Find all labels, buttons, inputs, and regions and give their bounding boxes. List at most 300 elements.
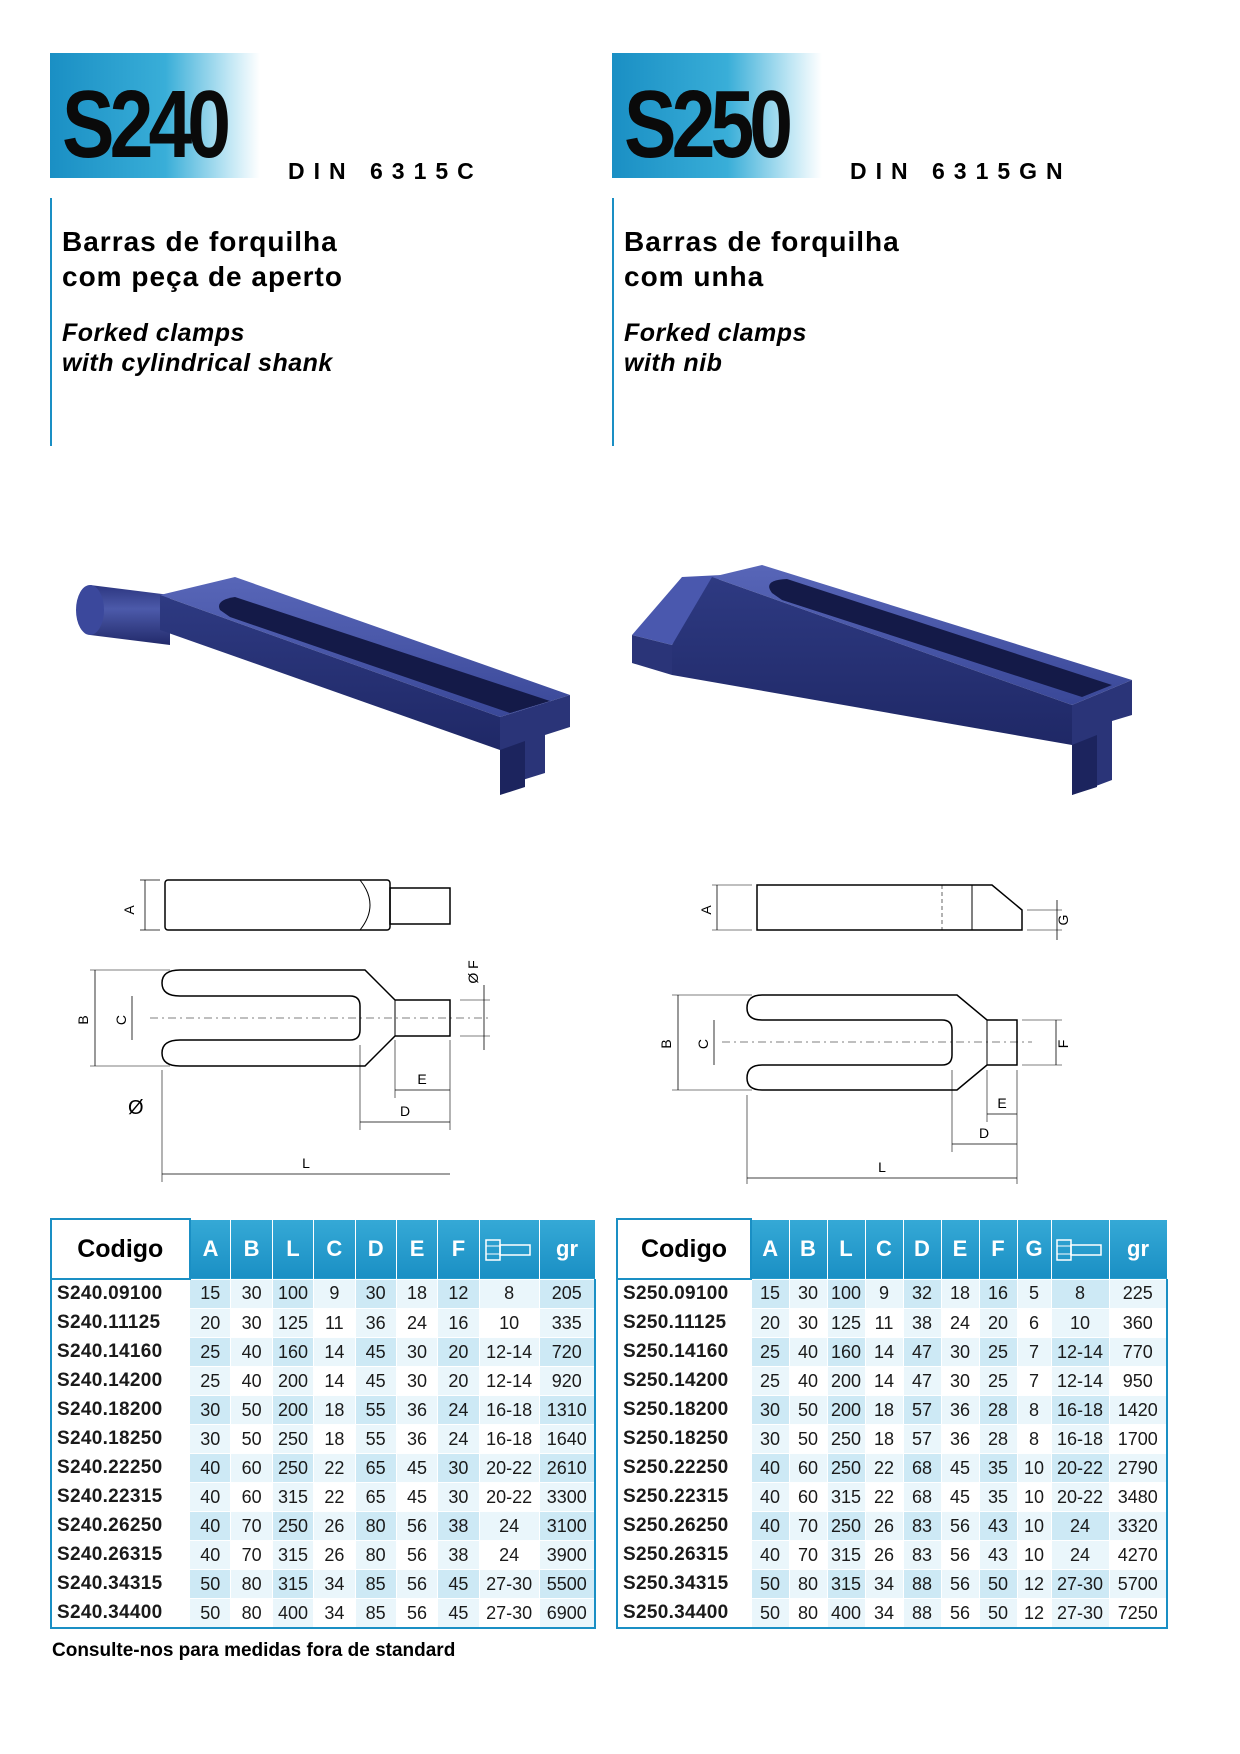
- s250-dim-c: C: [695, 1038, 711, 1050]
- cell-g: 10: [1017, 1512, 1051, 1541]
- s250-title-pt-line1: Barras de forquilha: [624, 226, 900, 257]
- cell-f: 45: [438, 1570, 479, 1599]
- cell-bolt-icon: 20-22: [479, 1454, 539, 1483]
- cell-code: S240.18250: [51, 1425, 190, 1454]
- cell-a: 40: [751, 1454, 789, 1483]
- cell-code: S240.18200: [51, 1396, 190, 1425]
- cell-g: 12: [1017, 1599, 1051, 1629]
- s240-title-pt: [62, 224, 343, 294]
- s240-dim-a: A: [121, 905, 137, 915]
- cell-e: 36: [941, 1396, 979, 1425]
- cell-l: 160: [827, 1338, 865, 1367]
- cell-c: 34: [314, 1599, 355, 1629]
- cell-d: 80: [355, 1512, 396, 1541]
- cell-a: 25: [751, 1338, 789, 1367]
- s240-diameter-symbol: Ø: [128, 1097, 144, 1119]
- table-row: [51, 1367, 595, 1396]
- cell-bolt-icon: 27-30: [479, 1599, 539, 1629]
- cell-bolt-icon: 12-14: [1051, 1338, 1109, 1367]
- cell-a: 15: [751, 1279, 789, 1309]
- cell-d: 88: [903, 1570, 941, 1599]
- cell-code: S250.18250: [617, 1425, 751, 1454]
- cell-f: 38: [438, 1541, 479, 1570]
- table-header-row: [617, 1219, 1167, 1279]
- cell-d: 65: [355, 1483, 396, 1512]
- cell-b: 30: [231, 1309, 272, 1338]
- cell-e: 56: [396, 1541, 437, 1570]
- table-row: [617, 1570, 1167, 1599]
- cell-e: 30: [941, 1338, 979, 1367]
- cell-gr: 1700: [1109, 1425, 1167, 1454]
- cell-c: 22: [865, 1483, 903, 1512]
- cell-d: 45: [355, 1367, 396, 1396]
- s250-title-en-line1: Forked clamps: [624, 319, 807, 347]
- cell-e: 56: [396, 1599, 437, 1629]
- cell-c: 22: [314, 1454, 355, 1483]
- cell-e: 56: [941, 1512, 979, 1541]
- cell-code: S250.14160: [617, 1338, 751, 1367]
- cell-bolt-icon: 24: [479, 1541, 539, 1570]
- cell-d: 88: [903, 1599, 941, 1629]
- cell-c: 9: [865, 1279, 903, 1309]
- cell-bolt-icon: 16-18: [479, 1425, 539, 1454]
- cell-l: 250: [827, 1454, 865, 1483]
- header-bolt-icon: [1051, 1219, 1109, 1279]
- cell-l: 200: [827, 1367, 865, 1396]
- cell-gr: 225: [1109, 1279, 1167, 1309]
- cell-gr: 4270: [1109, 1541, 1167, 1570]
- cell-a: 20: [190, 1309, 231, 1338]
- cell-f: 20: [438, 1367, 479, 1396]
- cell-a: 40: [190, 1483, 231, 1512]
- header-gr: gr: [1109, 1219, 1167, 1279]
- cell-d: 80: [355, 1541, 396, 1570]
- cell-a: 25: [190, 1338, 231, 1367]
- cell-code: S250.26250: [617, 1512, 751, 1541]
- header-gr: gr: [539, 1219, 595, 1279]
- cell-gr: 1640: [539, 1425, 595, 1454]
- cell-gr: 205: [539, 1279, 595, 1309]
- cell-c: 9: [314, 1279, 355, 1309]
- cell-g: 10: [1017, 1454, 1051, 1483]
- cell-c: 14: [314, 1338, 355, 1367]
- table-row: [617, 1541, 1167, 1570]
- cell-e: 18: [396, 1279, 437, 1309]
- cell-code: S250.22250: [617, 1454, 751, 1483]
- cell-code: S250.22315: [617, 1483, 751, 1512]
- cell-l: 315: [272, 1483, 313, 1512]
- s240-dim-f: Ø F: [465, 960, 481, 984]
- cell-d: 47: [903, 1338, 941, 1367]
- cell-b: 80: [789, 1599, 827, 1629]
- cell-e: 56: [396, 1570, 437, 1599]
- cell-gr: 2610: [539, 1454, 595, 1483]
- cell-b: 80: [789, 1570, 827, 1599]
- cell-l: 250: [827, 1512, 865, 1541]
- cell-bolt-icon: 24: [479, 1512, 539, 1541]
- cell-a: 25: [751, 1367, 789, 1396]
- cell-e: 45: [941, 1454, 979, 1483]
- cell-bolt-icon: 27-30: [1051, 1599, 1109, 1629]
- cell-b: 50: [231, 1425, 272, 1454]
- cell-gr: 1420: [1109, 1396, 1167, 1425]
- cell-code: S250.34400: [617, 1599, 751, 1629]
- cell-gr: 360: [1109, 1309, 1167, 1338]
- cell-e: 30: [396, 1367, 437, 1396]
- cell-b: 40: [789, 1338, 827, 1367]
- cell-g: 8: [1017, 1396, 1051, 1425]
- header-l: L: [272, 1219, 313, 1279]
- cell-a: 40: [751, 1541, 789, 1570]
- cell-g: 6: [1017, 1309, 1051, 1338]
- table-row: [51, 1425, 595, 1454]
- s250-dim-g: G: [1055, 914, 1071, 926]
- s240-product-image: [50, 555, 590, 855]
- table-row: [617, 1599, 1167, 1629]
- table-row: [617, 1425, 1167, 1454]
- cell-b: 60: [231, 1454, 272, 1483]
- cell-b: 30: [231, 1279, 272, 1309]
- cell-code: S250.14200: [617, 1367, 751, 1396]
- cell-e: 45: [396, 1454, 437, 1483]
- cell-bolt-icon: 12-14: [479, 1367, 539, 1396]
- cell-c: 34: [865, 1599, 903, 1629]
- cell-a: 50: [751, 1599, 789, 1629]
- cell-c: 26: [865, 1512, 903, 1541]
- header-e: E: [941, 1219, 979, 1279]
- cell-a: 50: [190, 1570, 231, 1599]
- s250-spec-table: [616, 1218, 1168, 1629]
- cell-b: 40: [231, 1367, 272, 1396]
- s250-badge: [612, 53, 822, 178]
- cell-bolt-icon: 24: [1051, 1512, 1109, 1541]
- cell-f: 25: [979, 1338, 1017, 1367]
- s250-technical-drawing: [612, 860, 1152, 1200]
- cell-l: 200: [827, 1396, 865, 1425]
- cell-f: 45: [438, 1599, 479, 1629]
- cell-a: 50: [190, 1599, 231, 1629]
- cell-a: 20: [751, 1309, 789, 1338]
- cell-gr: 3100: [539, 1512, 595, 1541]
- s240-title-en-line1: Forked clamps: [62, 319, 245, 347]
- table-row: [51, 1512, 595, 1541]
- s250-title-en: [624, 318, 807, 378]
- table-row: [51, 1570, 595, 1599]
- table-row: [617, 1279, 1167, 1309]
- s240-din: DIN 6315C: [288, 158, 483, 184]
- table-row: [51, 1599, 595, 1629]
- cell-g: 12: [1017, 1570, 1051, 1599]
- cell-g: 10: [1017, 1541, 1051, 1570]
- table-row: [51, 1541, 595, 1570]
- cell-b: 60: [789, 1454, 827, 1483]
- cell-gr: 5700: [1109, 1570, 1167, 1599]
- cell-d: 47: [903, 1367, 941, 1396]
- cell-e: 56: [941, 1541, 979, 1570]
- cell-f: 35: [979, 1483, 1017, 1512]
- header-f: F: [438, 1219, 479, 1279]
- cell-l: 200: [272, 1396, 313, 1425]
- s250-dim-f: F: [1055, 1039, 1071, 1049]
- cell-c: 18: [865, 1425, 903, 1454]
- cell-d: 55: [355, 1396, 396, 1425]
- cell-code: S250.34315: [617, 1570, 751, 1599]
- cell-e: 45: [396, 1483, 437, 1512]
- cell-c: 14: [865, 1367, 903, 1396]
- cell-c: 14: [865, 1338, 903, 1367]
- cell-bolt-icon: 20-22: [1051, 1454, 1109, 1483]
- s240-title-pt-line2: com peça de aperto: [62, 261, 343, 292]
- cell-d: 57: [903, 1396, 941, 1425]
- cell-l: 250: [272, 1425, 313, 1454]
- cell-c: 18: [314, 1425, 355, 1454]
- footnote: Consulte-nos para medidas fora de standard: [52, 1640, 456, 1661]
- cell-code: S250.09100: [617, 1279, 751, 1309]
- cell-bolt-icon: 20-22: [1051, 1483, 1109, 1512]
- cell-code: S240.14160: [51, 1338, 190, 1367]
- header-g: G: [1017, 1219, 1051, 1279]
- cell-g: 8: [1017, 1425, 1051, 1454]
- cell-code: S240.14200: [51, 1367, 190, 1396]
- cell-g: 7: [1017, 1338, 1051, 1367]
- cell-gr: 3900: [539, 1541, 595, 1570]
- cell-f: 50: [979, 1570, 1017, 1599]
- s250-title-pt: [624, 224, 900, 294]
- cell-b: 50: [789, 1425, 827, 1454]
- s240-spec-table: [50, 1218, 596, 1629]
- s240-title-pt-line1: Barras de forquilha: [62, 226, 338, 257]
- cell-f: 20: [438, 1338, 479, 1367]
- cell-e: 18: [941, 1279, 979, 1309]
- s240-title-en-line2: with cylindrical shank: [62, 349, 333, 377]
- cell-bolt-icon: 8: [1051, 1279, 1109, 1309]
- cell-f: 16: [438, 1309, 479, 1338]
- cell-e: 56: [941, 1599, 979, 1629]
- cell-b: 80: [231, 1599, 272, 1629]
- cell-code: S240.26315: [51, 1541, 190, 1570]
- table-row: [617, 1309, 1167, 1338]
- cell-f: 43: [979, 1541, 1017, 1570]
- header-a: A: [751, 1219, 789, 1279]
- table-row: [51, 1279, 595, 1309]
- cell-c: 22: [314, 1483, 355, 1512]
- s250-product-image: [612, 555, 1152, 855]
- header-d: D: [903, 1219, 941, 1279]
- cell-d: 38: [903, 1309, 941, 1338]
- cell-l: 250: [272, 1454, 313, 1483]
- s250-title-en-line2: with nib: [624, 349, 723, 377]
- cell-bolt-icon: 27-30: [479, 1570, 539, 1599]
- cell-gr: 5500: [539, 1570, 595, 1599]
- header-l: L: [827, 1219, 865, 1279]
- cell-l: 100: [272, 1279, 313, 1309]
- s240-divider: [50, 198, 52, 446]
- cell-l: 200: [272, 1367, 313, 1396]
- cell-f: 30: [438, 1483, 479, 1512]
- cell-a: 40: [190, 1454, 231, 1483]
- cell-b: 30: [789, 1309, 827, 1338]
- cell-g: 10: [1017, 1483, 1051, 1512]
- cell-gr: 2790: [1109, 1454, 1167, 1483]
- table-row: [617, 1338, 1167, 1367]
- cell-l: 125: [272, 1309, 313, 1338]
- cell-f: 38: [438, 1512, 479, 1541]
- s250-dim-l: L: [878, 1159, 886, 1175]
- cell-e: 45: [941, 1483, 979, 1512]
- s250-title-pt-line2: com unha: [624, 261, 765, 292]
- table-row: [51, 1483, 595, 1512]
- cell-c: 22: [865, 1454, 903, 1483]
- cell-d: 36: [355, 1309, 396, 1338]
- cell-code: S250.11125: [617, 1309, 751, 1338]
- s240-dim-e: E: [417, 1071, 427, 1087]
- header-f: F: [979, 1219, 1017, 1279]
- cell-gr: 6900: [539, 1599, 595, 1629]
- cell-f: 24: [438, 1396, 479, 1425]
- cell-l: 315: [272, 1570, 313, 1599]
- cell-b: 40: [231, 1338, 272, 1367]
- s240-dim-b: B: [75, 1015, 91, 1025]
- cell-l: 250: [272, 1512, 313, 1541]
- table-row: [617, 1396, 1167, 1425]
- table-row: [617, 1483, 1167, 1512]
- cell-c: 34: [865, 1570, 903, 1599]
- cell-a: 40: [751, 1512, 789, 1541]
- cell-bolt-icon: 10: [479, 1309, 539, 1338]
- s240-title-en: [62, 318, 333, 378]
- table-header-row: [51, 1219, 595, 1279]
- cell-b: 30: [789, 1279, 827, 1309]
- cell-bolt-icon: 27-30: [1051, 1570, 1109, 1599]
- s250-din: DIN 6315GN: [850, 158, 1072, 184]
- header-bolt-icon: [479, 1219, 539, 1279]
- cell-b: 70: [789, 1512, 827, 1541]
- s240-code: S240: [62, 71, 227, 178]
- cell-f: 43: [979, 1512, 1017, 1541]
- bolt-icon: [1055, 1237, 1105, 1263]
- cell-a: 30: [190, 1425, 231, 1454]
- cell-gr: 3320: [1109, 1512, 1167, 1541]
- cell-d: 65: [355, 1454, 396, 1483]
- s240-dim-d: D: [399, 1103, 411, 1119]
- cell-gr: 335: [539, 1309, 595, 1338]
- cell-a: 40: [190, 1541, 231, 1570]
- cell-b: 80: [231, 1570, 272, 1599]
- cell-b: 70: [231, 1541, 272, 1570]
- cell-l: 250: [827, 1425, 865, 1454]
- cell-l: 400: [827, 1599, 865, 1629]
- cell-code: S240.09100: [51, 1279, 190, 1309]
- cell-bolt-icon: 16-18: [1051, 1425, 1109, 1454]
- cell-d: 57: [903, 1425, 941, 1454]
- cell-f: 28: [979, 1425, 1017, 1454]
- cell-gr: 7250: [1109, 1599, 1167, 1629]
- cell-bolt-icon: 16-18: [479, 1396, 539, 1425]
- cell-f: 25: [979, 1367, 1017, 1396]
- cell-b: 50: [789, 1396, 827, 1425]
- table-row: [51, 1396, 595, 1425]
- cell-c: 18: [314, 1396, 355, 1425]
- cell-d: 85: [355, 1599, 396, 1629]
- cell-gr: 950: [1109, 1367, 1167, 1396]
- cell-a: 15: [190, 1279, 231, 1309]
- cell-l: 125: [827, 1309, 865, 1338]
- cell-c: 26: [865, 1541, 903, 1570]
- cell-f: 24: [438, 1425, 479, 1454]
- cell-bolt-icon: 12-14: [1051, 1367, 1109, 1396]
- cell-e: 24: [941, 1309, 979, 1338]
- cell-c: 18: [865, 1396, 903, 1425]
- s250-dim-e: E: [997, 1095, 1007, 1111]
- cell-a: 50: [751, 1570, 789, 1599]
- cell-g: 5: [1017, 1279, 1051, 1309]
- table-row: [617, 1367, 1167, 1396]
- cell-bolt-icon: 16-18: [1051, 1396, 1109, 1425]
- cell-l: 315: [827, 1541, 865, 1570]
- cell-e: 36: [941, 1425, 979, 1454]
- cell-code: S240.26250: [51, 1512, 190, 1541]
- s240-badge: [50, 53, 260, 178]
- cell-c: 14: [314, 1367, 355, 1396]
- s240-technical-drawing: [50, 860, 590, 1200]
- cell-a: 40: [751, 1483, 789, 1512]
- cell-e: 56: [396, 1512, 437, 1541]
- cell-f: 20: [979, 1309, 1017, 1338]
- cell-d: 30: [355, 1279, 396, 1309]
- cell-d: 83: [903, 1541, 941, 1570]
- table-row: [51, 1454, 595, 1483]
- cell-l: 100: [827, 1279, 865, 1309]
- header-e: E: [396, 1219, 437, 1279]
- cell-gr: 920: [539, 1367, 595, 1396]
- header-codigo: Codigo: [617, 1219, 751, 1279]
- table-row: [51, 1338, 595, 1367]
- cell-code: S240.34400: [51, 1599, 190, 1629]
- s250-dim-b: B: [658, 1039, 674, 1049]
- cell-gr: 3300: [539, 1483, 595, 1512]
- cell-d: 45: [355, 1338, 396, 1367]
- cell-l: 160: [272, 1338, 313, 1367]
- bolt-icon: [484, 1237, 534, 1263]
- cell-b: 40: [789, 1367, 827, 1396]
- cell-a: 25: [190, 1367, 231, 1396]
- cell-d: 68: [903, 1483, 941, 1512]
- cell-b: 60: [789, 1483, 827, 1512]
- cell-a: 30: [751, 1396, 789, 1425]
- cell-l: 400: [272, 1599, 313, 1629]
- cell-c: 11: [314, 1309, 355, 1338]
- table-row: [617, 1454, 1167, 1483]
- cell-f: 28: [979, 1396, 1017, 1425]
- cell-code: S250.26315: [617, 1541, 751, 1570]
- s250-dim-a: A: [698, 905, 714, 915]
- header-b: B: [231, 1219, 272, 1279]
- cell-f: 35: [979, 1454, 1017, 1483]
- cell-code: S240.22250: [51, 1454, 190, 1483]
- cell-f: 30: [438, 1454, 479, 1483]
- cell-b: 70: [789, 1541, 827, 1570]
- cell-d: 85: [355, 1570, 396, 1599]
- s240-dim-l: L: [302, 1155, 310, 1171]
- cell-gr: 3480: [1109, 1483, 1167, 1512]
- cell-g: 7: [1017, 1367, 1051, 1396]
- cell-d: 83: [903, 1512, 941, 1541]
- cell-d: 32: [903, 1279, 941, 1309]
- cell-f: 12: [438, 1279, 479, 1309]
- cell-gr: 720: [539, 1338, 595, 1367]
- cell-l: 315: [272, 1541, 313, 1570]
- cell-l: 315: [827, 1483, 865, 1512]
